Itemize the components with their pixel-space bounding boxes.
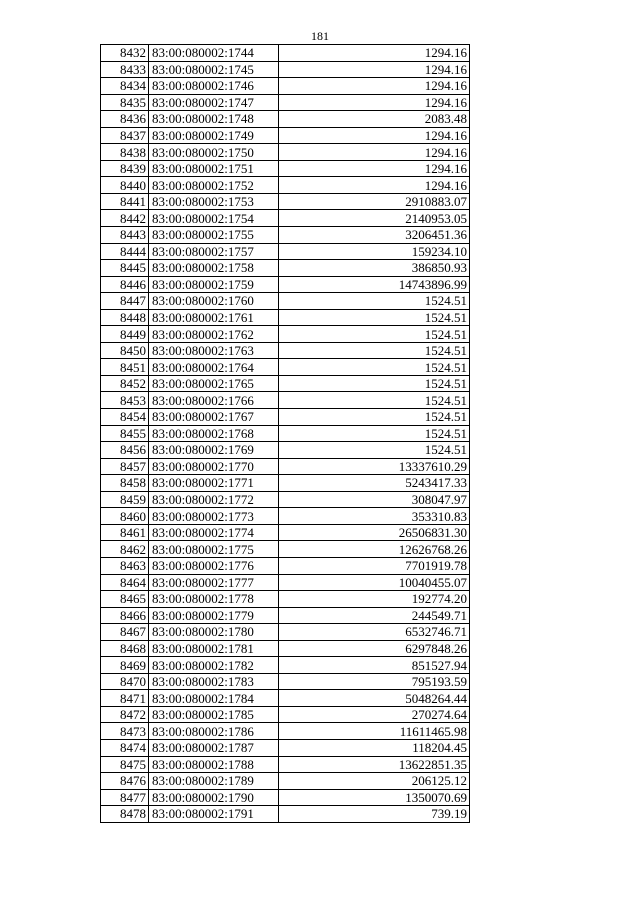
cadastral-number-cell: 83:00:080002:1784 [149,690,279,707]
row-number-cell: 8477 [101,789,149,806]
row-number-cell: 8457 [101,458,149,475]
table-row [101,160,470,177]
cadastral-number-cell: 83:00:080002:1787 [149,739,279,756]
value-cell: 1524.51 [279,293,470,310]
cadastral-number-cell: 83:00:080002:1750 [149,144,279,161]
row-number-cell: 8436 [101,111,149,128]
row-number-cell: 8447 [101,293,149,310]
cadastral-number-cell: 83:00:080002:1786 [149,723,279,740]
value-cell: 1294.16 [279,160,470,177]
cadastral-number-cell: 83:00:080002:1765 [149,375,279,392]
row-number-cell: 8434 [101,78,149,95]
table-body [101,45,470,823]
value-cell: 1524.51 [279,392,470,409]
row-number-cell: 8473 [101,723,149,740]
cadastral-number-cell: 83:00:080002:1773 [149,508,279,525]
cadastral-number-cell: 83:00:080002:1781 [149,640,279,657]
cadastral-number-cell: 83:00:080002:1760 [149,293,279,310]
value-cell: 1524.51 [279,309,470,326]
value-cell: 5048264.44 [279,690,470,707]
cadastral-number-cell: 83:00:080002:1775 [149,541,279,558]
row-number-cell: 8464 [101,574,149,591]
row-number-cell: 8454 [101,409,149,426]
table-row [101,359,470,376]
table-row [101,375,470,392]
table-row [101,541,470,558]
row-number-cell: 8441 [101,193,149,210]
cadastral-number-cell: 83:00:080002:1779 [149,607,279,624]
row-number-cell: 8442 [101,210,149,227]
value-cell: 1294.16 [279,177,470,194]
table-row [101,557,470,574]
cadastral-number-cell: 83:00:080002:1753 [149,193,279,210]
row-number-cell: 8462 [101,541,149,558]
table-row [101,739,470,756]
value-cell: 353310.83 [279,508,470,525]
row-number-cell: 8475 [101,756,149,773]
table-row [101,342,470,359]
row-number-cell: 8439 [101,160,149,177]
value-cell: 10040455.07 [279,574,470,591]
row-number-cell: 8469 [101,657,149,674]
value-cell: 795193.59 [279,673,470,690]
cadastral-number-cell: 83:00:080002:1744 [149,45,279,62]
value-cell: 192774.20 [279,591,470,608]
value-cell: 1524.51 [279,425,470,442]
table-row [101,260,470,277]
table-row [101,326,470,343]
value-cell: 1524.51 [279,326,470,343]
row-number-cell: 8458 [101,475,149,492]
row-number-cell: 8460 [101,508,149,525]
table-row [101,227,470,244]
cadastral-number-cell: 83:00:080002:1790 [149,789,279,806]
table-row [101,458,470,475]
value-cell: 1294.16 [279,127,470,144]
row-number-cell: 8478 [101,806,149,823]
row-number-cell: 8448 [101,309,149,326]
value-cell: 13622851.35 [279,756,470,773]
table-row [101,773,470,790]
table-row [101,442,470,459]
value-cell: 386850.93 [279,260,470,277]
row-number-cell: 8474 [101,739,149,756]
cadastral-number-cell: 83:00:080002:1746 [149,78,279,95]
value-cell: 2910883.07 [279,193,470,210]
row-number-cell: 8440 [101,177,149,194]
cadastral-value-table [100,44,470,823]
cadastral-number-cell: 83:00:080002:1780 [149,624,279,641]
row-number-cell: 8463 [101,557,149,574]
row-number-cell: 8470 [101,673,149,690]
value-cell: 159234.10 [279,243,470,260]
row-number-cell: 8443 [101,227,149,244]
value-cell: 1524.51 [279,342,470,359]
cadastral-number-cell: 83:00:080002:1770 [149,458,279,475]
row-number-cell: 8476 [101,773,149,790]
cadastral-number-cell: 83:00:080002:1777 [149,574,279,591]
cadastral-number-cell: 83:00:080002:1758 [149,260,279,277]
cadastral-number-cell: 83:00:080002:1776 [149,557,279,574]
page-number: 181 [311,29,329,43]
row-number-cell: 8466 [101,607,149,624]
value-cell: 2140953.05 [279,210,470,227]
table-row [101,392,470,409]
table-row [101,45,470,62]
cadastral-number-cell: 83:00:080002:1747 [149,94,279,111]
value-cell: 244549.71 [279,607,470,624]
table-row [101,640,470,657]
cadastral-number-cell: 83:00:080002:1782 [149,657,279,674]
cadastral-number-cell: 83:00:080002:1769 [149,442,279,459]
cadastral-number-cell: 83:00:080002:1767 [149,409,279,426]
cadastral-number-cell: 83:00:080002:1791 [149,806,279,823]
row-number-cell: 8446 [101,276,149,293]
cadastral-number-cell: 83:00:080002:1759 [149,276,279,293]
table-row [101,78,470,95]
value-cell: 26506831.30 [279,524,470,541]
table-row [101,127,470,144]
row-number-cell: 8472 [101,706,149,723]
row-number-cell: 8437 [101,127,149,144]
value-cell: 3206451.36 [279,227,470,244]
row-number-cell: 8435 [101,94,149,111]
row-number-cell: 8459 [101,491,149,508]
table-row [101,657,470,674]
value-cell: 739.19 [279,806,470,823]
value-cell: 270274.64 [279,706,470,723]
row-number-cell: 8432 [101,45,149,62]
table-row [101,690,470,707]
cadastral-number-cell: 83:00:080002:1754 [149,210,279,227]
cadastral-number-cell: 83:00:080002:1785 [149,706,279,723]
cadastral-number-cell: 83:00:080002:1757 [149,243,279,260]
table-row [101,706,470,723]
cadastral-number-cell: 83:00:080002:1745 [149,61,279,78]
value-cell: 1294.16 [279,45,470,62]
cadastral-number-cell: 83:00:080002:1751 [149,160,279,177]
cadastral-number-cell: 83:00:080002:1772 [149,491,279,508]
value-cell: 118204.45 [279,739,470,756]
value-cell: 1350070.69 [279,789,470,806]
table-row [101,94,470,111]
value-cell: 1294.16 [279,61,470,78]
table-row [101,806,470,823]
cadastral-number-cell: 83:00:080002:1783 [149,673,279,690]
table-row [101,276,470,293]
table-row [101,177,470,194]
cadastral-number-cell: 83:00:080002:1774 [149,524,279,541]
value-cell: 11611465.98 [279,723,470,740]
value-cell: 206125.12 [279,773,470,790]
row-number-cell: 8433 [101,61,149,78]
cadastral-number-cell: 83:00:080002:1764 [149,359,279,376]
table-row [101,210,470,227]
value-cell: 6297848.26 [279,640,470,657]
table-row [101,193,470,210]
value-cell: 1294.16 [279,78,470,95]
row-number-cell: 8452 [101,375,149,392]
value-cell: 1524.51 [279,442,470,459]
table-row [101,624,470,641]
row-number-cell: 8450 [101,342,149,359]
value-cell: 308047.97 [279,491,470,508]
table-row [101,723,470,740]
row-number-cell: 8465 [101,591,149,608]
value-cell: 1294.16 [279,94,470,111]
table-row [101,243,470,260]
cadastral-number-cell: 83:00:080002:1749 [149,127,279,144]
value-cell: 5243417.33 [279,475,470,492]
row-number-cell: 8449 [101,326,149,343]
cadastral-number-cell: 83:00:080002:1766 [149,392,279,409]
cadastral-number-cell: 83:00:080002:1788 [149,756,279,773]
row-number-cell: 8467 [101,624,149,641]
table-row [101,111,470,128]
row-number-cell: 8453 [101,392,149,409]
table-row [101,524,470,541]
row-number-cell: 8444 [101,243,149,260]
value-cell: 2083.48 [279,111,470,128]
row-number-cell: 8461 [101,524,149,541]
table-row [101,61,470,78]
table-row [101,607,470,624]
value-cell: 13337610.29 [279,458,470,475]
value-cell: 1524.51 [279,375,470,392]
table-row [101,756,470,773]
row-number-cell: 8438 [101,144,149,161]
cadastral-number-cell: 83:00:080002:1761 [149,309,279,326]
cadastral-number-cell: 83:00:080002:1789 [149,773,279,790]
row-number-cell: 8471 [101,690,149,707]
table-row [101,475,470,492]
row-number-cell: 8451 [101,359,149,376]
value-cell: 1524.51 [279,409,470,426]
row-number-cell: 8445 [101,260,149,277]
table-row [101,574,470,591]
value-cell: 12626768.26 [279,541,470,558]
row-number-cell: 8455 [101,425,149,442]
table-row [101,591,470,608]
cadastral-number-cell: 83:00:080002:1748 [149,111,279,128]
cadastral-number-cell: 83:00:080002:1768 [149,425,279,442]
table-row [101,309,470,326]
value-cell: 1524.51 [279,359,470,376]
cadastral-number-cell: 83:00:080002:1763 [149,342,279,359]
cadastral-number-cell: 83:00:080002:1778 [149,591,279,608]
cadastral-number-cell: 83:00:080002:1752 [149,177,279,194]
value-cell: 6532746.71 [279,624,470,641]
table-row [101,789,470,806]
value-cell: 851527.94 [279,657,470,674]
table-row [101,409,470,426]
row-number-cell: 8456 [101,442,149,459]
row-number-cell: 8468 [101,640,149,657]
value-cell: 14743896.99 [279,276,470,293]
table-row [101,144,470,161]
table-row [101,425,470,442]
value-cell: 7701919.78 [279,557,470,574]
cadastral-number-cell: 83:00:080002:1771 [149,475,279,492]
value-cell: 1294.16 [279,144,470,161]
cadastral-number-cell: 83:00:080002:1755 [149,227,279,244]
table-row [101,293,470,310]
cadastral-number-cell: 83:00:080002:1762 [149,326,279,343]
table-row [101,673,470,690]
table-row [101,508,470,525]
table-row [101,491,470,508]
